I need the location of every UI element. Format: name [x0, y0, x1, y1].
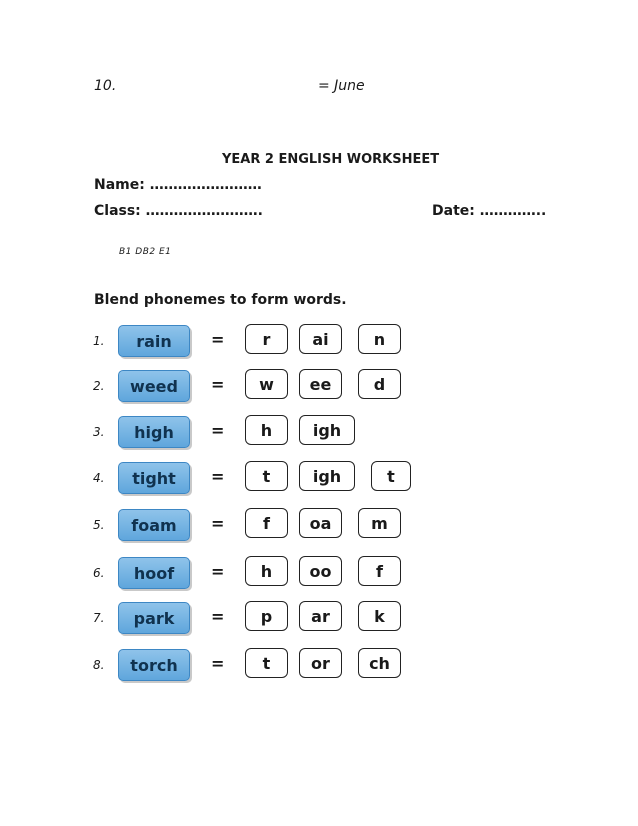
- phoneme-tile: oa: [299, 508, 342, 538]
- name-field: Name: ……………………: [94, 177, 262, 193]
- equals-sign: =: [211, 421, 225, 440]
- phoneme-tile: ee: [299, 369, 342, 399]
- phoneme-tile: k: [358, 601, 401, 631]
- phoneme-tile: h: [245, 556, 288, 586]
- phoneme-tile: or: [299, 648, 342, 678]
- phoneme-tile: ai: [299, 324, 342, 354]
- phoneme-tile: m: [358, 508, 401, 538]
- row-number: 2.: [93, 379, 105, 393]
- phoneme-tile: ch: [358, 648, 401, 678]
- word-button-tight[interactable]: tight: [118, 462, 190, 494]
- word-button-high[interactable]: high: [118, 416, 190, 448]
- word-button-hoof[interactable]: hoof: [118, 557, 190, 589]
- equals-sign: =: [211, 607, 225, 626]
- row-number: 1.: [93, 334, 105, 348]
- phoneme-tile: t: [245, 461, 288, 491]
- row-number: 3.: [93, 425, 105, 439]
- word-button-weed[interactable]: weed: [118, 370, 190, 402]
- phoneme-tile: n: [358, 324, 401, 354]
- row-number: 7.: [93, 611, 105, 625]
- phoneme-tile: r: [245, 324, 288, 354]
- exercise-row-1: [0, 322, 638, 360]
- equals-sign: =: [211, 375, 225, 394]
- word-button-park[interactable]: park: [118, 602, 190, 634]
- worksheet-code: B1 DB2 E1: [119, 247, 172, 257]
- phoneme-tile: t: [245, 648, 288, 678]
- exercise-row-7: [0, 599, 638, 637]
- row-number: 6.: [93, 566, 105, 580]
- exercise-row-6: [0, 554, 638, 592]
- phoneme-tile: d: [358, 369, 401, 399]
- word-button-torch[interactable]: torch: [118, 649, 190, 681]
- word-button-rain[interactable]: rain: [118, 325, 190, 357]
- row-number: 5.: [93, 518, 105, 532]
- date-field: Date: …………..: [432, 203, 547, 219]
- phoneme-tile: w: [245, 369, 288, 399]
- instruction-text: Blend phonemes to form words.: [94, 292, 347, 308]
- worksheet-title: YEAR 2 ENGLISH WORKSHEET: [222, 152, 440, 167]
- class-field: Class: …………………….: [94, 203, 263, 219]
- exercise-row-4: [0, 459, 638, 497]
- equals-sign: =: [211, 467, 225, 486]
- phoneme-tile: igh: [299, 461, 355, 491]
- answer-text: = June: [318, 78, 365, 94]
- word-button-foam[interactable]: foam: [118, 509, 190, 541]
- exercise-row-8: [0, 646, 638, 684]
- equals-sign: =: [211, 514, 225, 533]
- previous-question-line: [94, 78, 394, 98]
- row-number: 8.: [93, 658, 105, 672]
- phoneme-tile: f: [358, 556, 401, 586]
- phoneme-tile: ar: [299, 601, 342, 631]
- equals-sign: =: [211, 654, 225, 673]
- question-number: 10.: [94, 78, 117, 94]
- exercise-row-5: [0, 506, 638, 544]
- phoneme-tile: h: [245, 415, 288, 445]
- phoneme-tile: oo: [299, 556, 342, 586]
- equals-sign: =: [211, 330, 225, 349]
- phoneme-tile: igh: [299, 415, 355, 445]
- phoneme-tile: t: [371, 461, 411, 491]
- exercise-row-3: [0, 413, 638, 451]
- equals-sign: =: [211, 562, 225, 581]
- phoneme-tile: f: [245, 508, 288, 538]
- exercise-row-2: [0, 367, 638, 405]
- phoneme-tile: p: [245, 601, 288, 631]
- row-number: 4.: [93, 471, 105, 485]
